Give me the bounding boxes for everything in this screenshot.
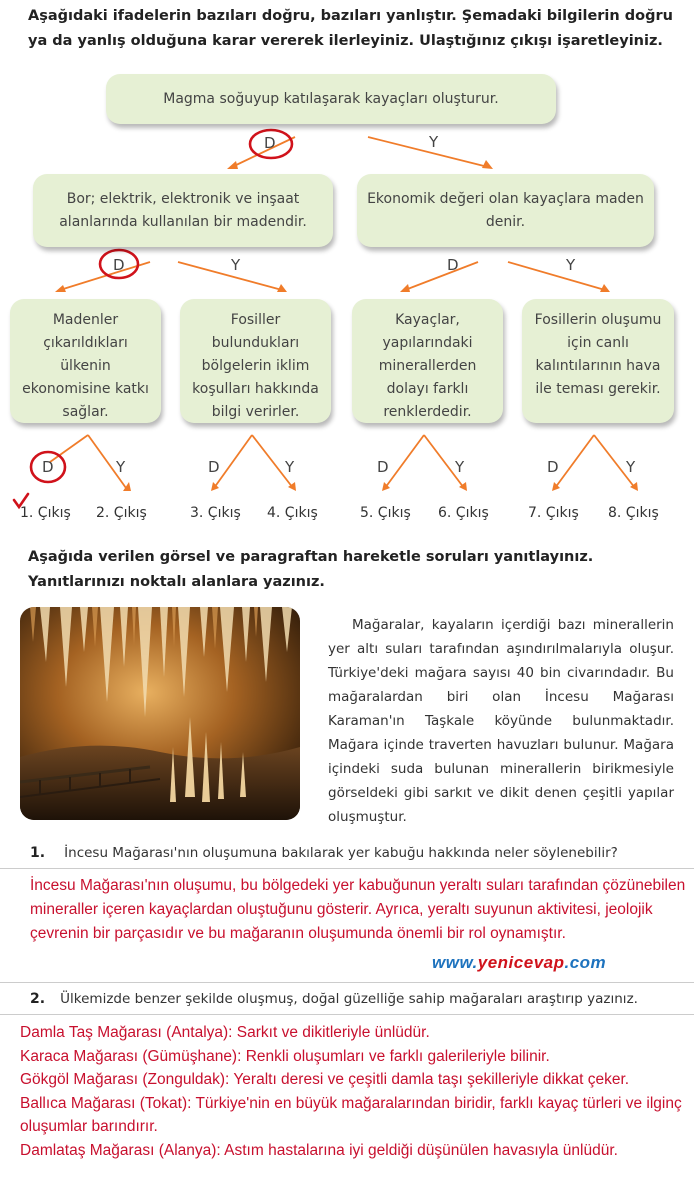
reading-paragraph: Mağaralar, kayaların içerdiği bazı minerallerin yer altı suları tarafından aşındırılmalarıyla oluşur. Türkiye'deki mağara sayısı 40 bin civarındadır. Bu mağaralardan biri olan İncesu Mağarası Karaman'ın Taşkale köyünde bulunmaktadır. Mağara içinde traverten havuzları bulunur. Mağara içindeki suda bulunan minerallerin birikmesiyle görseldeki gibi sarkıt ve dikit denen çeşitli yapılar oluşmuştur. — [328, 617, 674, 825]
exit-1[interactable]: 1. Çıkış — [20, 505, 71, 521]
answer-line: Damlataş Mağarası (Alanya): Astım hastalarına iyi geldiği düşünülen havasıyla ünlüdür. — [20, 1141, 618, 1159]
question-text: Ülkemizde benzer şekilde oluşmuş, doğal güzelliğe sahip mağaraları araştırıp yazınız. — [60, 991, 638, 1007]
root-statement: Magma soğuyup katılaşarak kayaçları oluşturur. — [163, 90, 499, 107]
answer-line: Gökgöl Mağarası (Zonguldak): Yeraltı deresi ve çeşitli damla taşı şekilleriyle dikkat çeker. — [20, 1071, 630, 1088]
statement-box — [180, 299, 331, 423]
statement-box — [352, 299, 503, 423]
divider — [0, 1014, 694, 1015]
exit-3[interactable]: 3. Çıkış — [190, 505, 241, 521]
watermark — [432, 953, 606, 973]
question-number: 2. — [30, 991, 46, 1007]
exit-2[interactable]: 2. Çıkış — [96, 505, 147, 521]
arrow-l1b-true — [405, 262, 478, 290]
divider — [0, 868, 694, 869]
statement-box — [522, 299, 674, 423]
answer-line: Damla Taş Mağarası (Antalya): Sarkıt ve dikitleriyle ünlüdür. — [20, 1024, 430, 1041]
true-label: D — [264, 134, 276, 152]
answer-line: Karaca Mağarası (Gümüşhane): Renkli oluşumları ve farklı galerileriyle bilinir. — [20, 1047, 550, 1065]
divider — [0, 982, 694, 983]
root-statement-box — [106, 74, 556, 124]
true-label: D — [447, 256, 459, 274]
statement-box — [33, 174, 333, 247]
section-heading: Aşağıda verilen görsel ve paragraftan hareketle soruları yanıtlayınız. Yanıtlarınızı noktalı alanlara yazınız. — [28, 549, 594, 590]
false-label: Y — [455, 458, 465, 476]
exit-8[interactable]: 8. Çıkış — [608, 505, 659, 521]
statement-text: Fosiller bulundukları bölgelerin iklim koşulları hakkında bilgi verirler. — [192, 312, 319, 420]
answer-1: İncesu Mağarası'nın oluşumu, bu bölgedeki yer kabuğunun yeraltı suları tarafından çözünebilen mineraller içeren kayaçlardan oluştuğunu gösterir. Ayrıca, yeraltı suyunun aktivitesi, jeolojik çevrenin bir parçasıdır ve bu mağaranın oluşumunda önemli bir rol oynamıştır. — [30, 877, 686, 942]
question-1 — [30, 842, 680, 861]
statement-box — [10, 299, 161, 423]
question-2 — [30, 988, 680, 1007]
instruction-text: Aşağıdaki ifadelerin bazıları doğru, bazıları yanlıştır. Şemadaki bilgilerin doğru ya da yanlış olduğuna karar vererek ilerleyiniz. Ulaştığınız çıkışı işaretleyiniz. — [28, 8, 673, 49]
statement-text: Fosillerin oluşumu için canlı kalıntılarının hava ile teması gerekir. — [534, 312, 662, 397]
true-label: D — [547, 458, 559, 476]
true-label: D — [377, 458, 389, 476]
exit-4[interactable]: 4. Çıkış — [267, 505, 318, 521]
answer-line: Ballıca Mağarası (Tokat): Türkiye'nin en büyük mağaralarından biridir, farklı kayaç türleri ve ilginç oluşumlar barındırır. — [20, 1094, 682, 1135]
exit-7[interactable]: 7. Çıkış — [528, 505, 579, 521]
false-label: Y — [626, 458, 636, 476]
statement-text: Bor; elektrik, elektronik ve inşaat alanlarında kullanılan bir madendir. — [59, 190, 307, 230]
false-label: Y — [429, 133, 439, 151]
false-label: Y — [285, 458, 295, 476]
false-label: Y — [566, 256, 576, 274]
statement-box — [357, 174, 654, 247]
arrow-root-false — [368, 137, 488, 167]
exit-5[interactable]: 5. Çıkış — [360, 505, 411, 521]
watermark-part: www. — [432, 953, 478, 972]
watermark-part: .com — [564, 953, 607, 972]
watermark-part: yenicevap — [477, 953, 565, 972]
exit-6[interactable]: 6. Çıkış — [438, 505, 489, 521]
question-number: 1. — [30, 845, 46, 861]
false-label: Y — [231, 256, 241, 274]
statement-text: Kayaçlar, yapılarındaki minerallerden dolayı farklı renklerdedir. — [378, 312, 477, 420]
statement-text: Madenler çıkarıldıkları ülkenin ekonomisine katkı sağlar. — [22, 312, 149, 420]
statement-text: Ekonomik değeri olan kayaçlara maden denir. — [367, 190, 644, 230]
cave-photo — [20, 607, 300, 820]
true-label: D — [208, 458, 220, 476]
arrow-l1b-false — [508, 262, 605, 290]
question-text: İncesu Mağarası'nın oluşumuna bakılarak yer kabuğu hakkında neler söylenebilir? — [64, 845, 618, 861]
arrow-l1a-false — [178, 262, 282, 290]
false-label: Y — [116, 458, 126, 476]
answer-2 — [20, 1021, 688, 1162]
true-label: D — [113, 256, 125, 274]
true-label: D — [42, 458, 54, 476]
